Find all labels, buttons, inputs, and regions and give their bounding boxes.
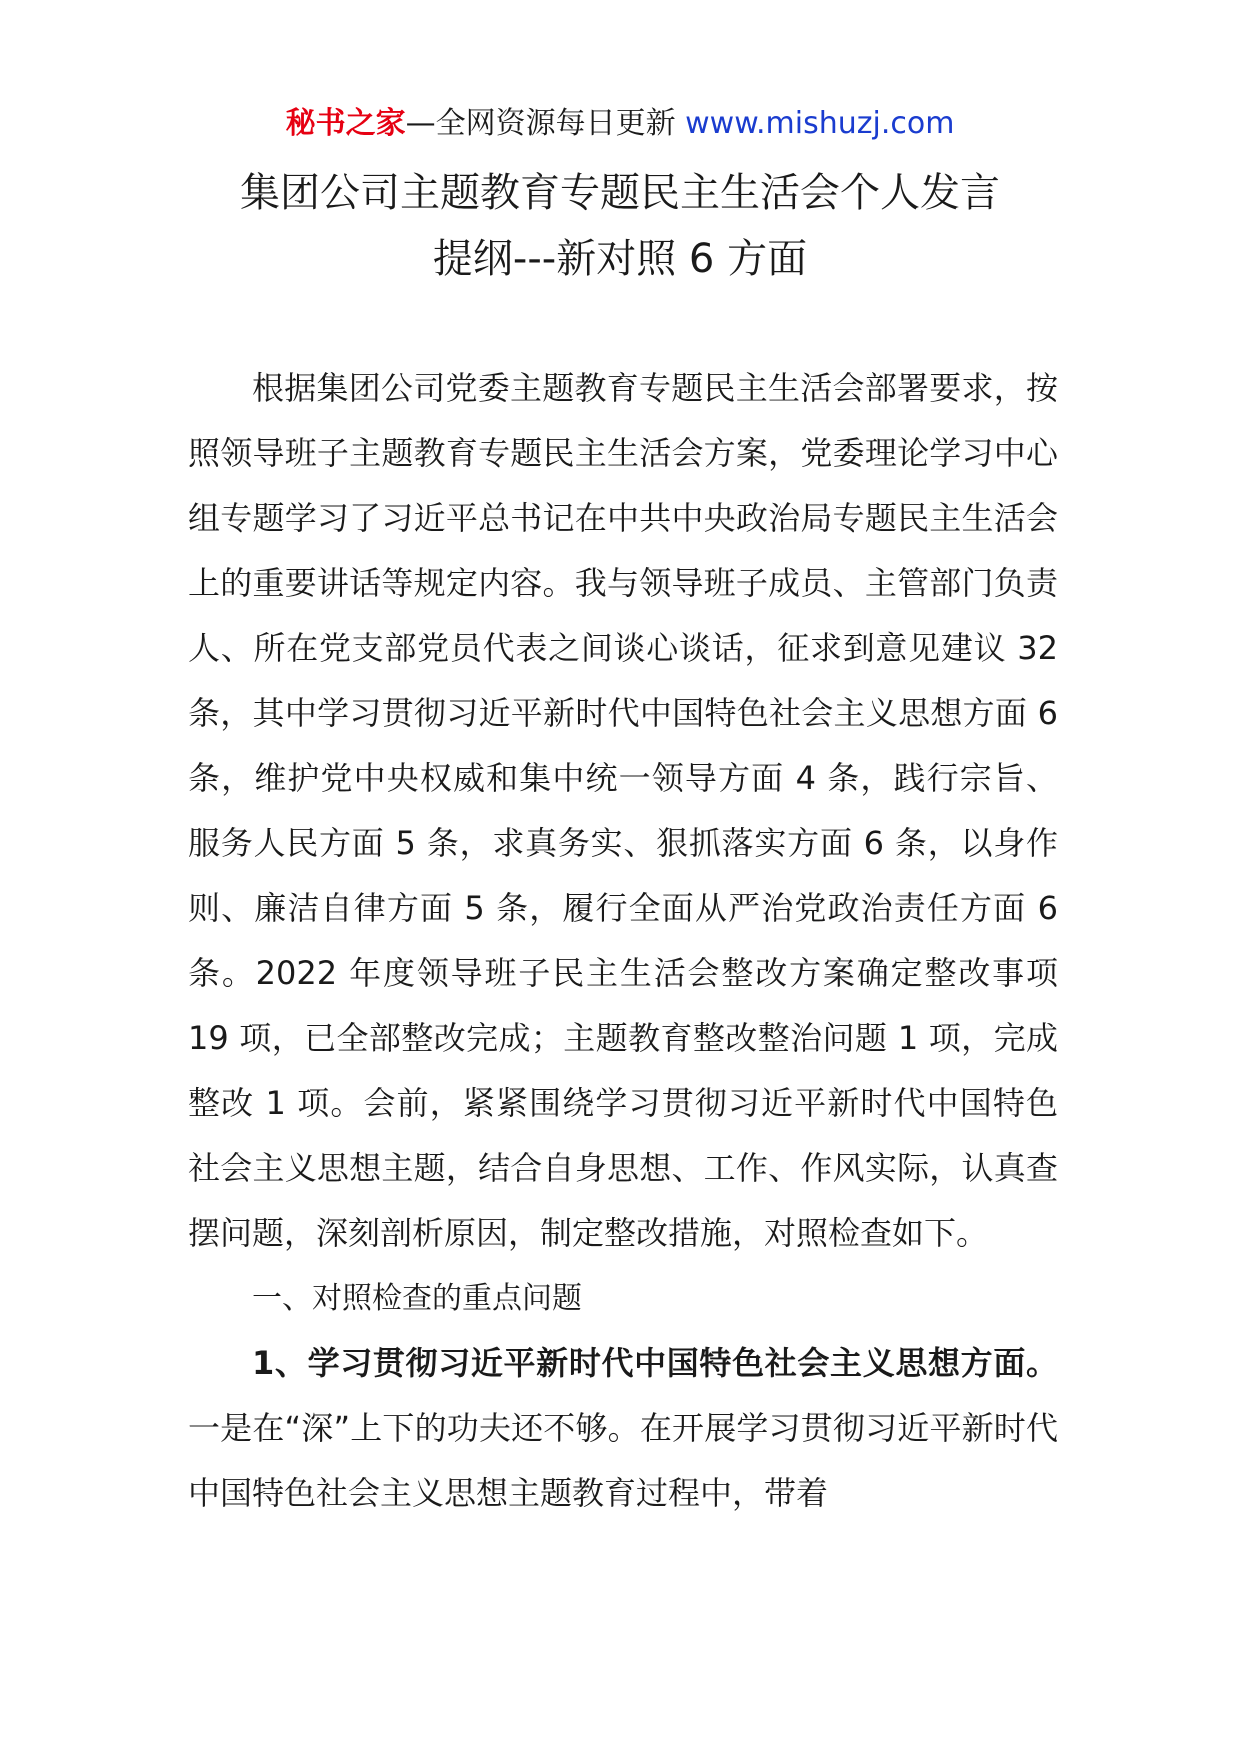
document-body bbox=[188, 356, 1058, 1526]
document-title bbox=[0, 160, 1240, 292]
title-line-1: 集团公司主题教育专题民主生活会个人发言 bbox=[240, 170, 1000, 216]
brand-name: 秘书之家 bbox=[285, 106, 406, 141]
site-url-link[interactable]: www.mishuzj.com bbox=[685, 106, 955, 141]
title-line-2: 提纲---新对照 6 方面 bbox=[432, 236, 808, 282]
site-banner bbox=[0, 104, 1240, 144]
intro-paragraph: 根据集团公司党委主题教育专题民主生活会部署要求，按照领导班子主题教育专题民主生活会方案，党委理论学习中心组专题学习了习近平总书记在中共中央政治局专题民主生活会上的重要讲话等规定内容。我与领导班子成员、主管部门负责人、所在党支部党员代表之间谈心谈话，征求到意见建议 32 条，其中学习贯彻习近平新时代中国特色社会主义思想方面 6 条，维护党中央权威和集中统一领导方面 4 条，践行宗旨、服务人民方面 5 条，求真务实、狠抓落实方面 6 条，以身作则、廉洁自律方面 5 条，履行全面从严治党政治责任方面 6 条。2022 年度领导班子民主生活会整改方案确定整改事项 19 项，已全部整改完成；主题教育整改整治问题 1 项，完成整改 1 项。会前，紧紧围绕学习贯彻习近平新时代中国特色社会主义思想主题，结合自身思想、工作、作风实际，认真查摆问题，深刻剖析原因，制定整改措施，对照检查如下。 bbox=[188, 369, 1058, 1252]
item-body-text: 一是在“深”上下的功夫还不够。在开展学习贯彻习近平新时代中国特色社会主义思想主题教育过程中，带着 bbox=[188, 1409, 1058, 1512]
item-lead-bold: 1、学习贯彻习近平新时代中国特色社会主义思想方面。 bbox=[252, 1344, 1058, 1382]
banner-slogan: —全网资源每日更新 bbox=[405, 106, 686, 141]
section-heading: 一、对照检查的重点问题 bbox=[252, 1281, 582, 1316]
item-paragraph bbox=[188, 1331, 1058, 1526]
